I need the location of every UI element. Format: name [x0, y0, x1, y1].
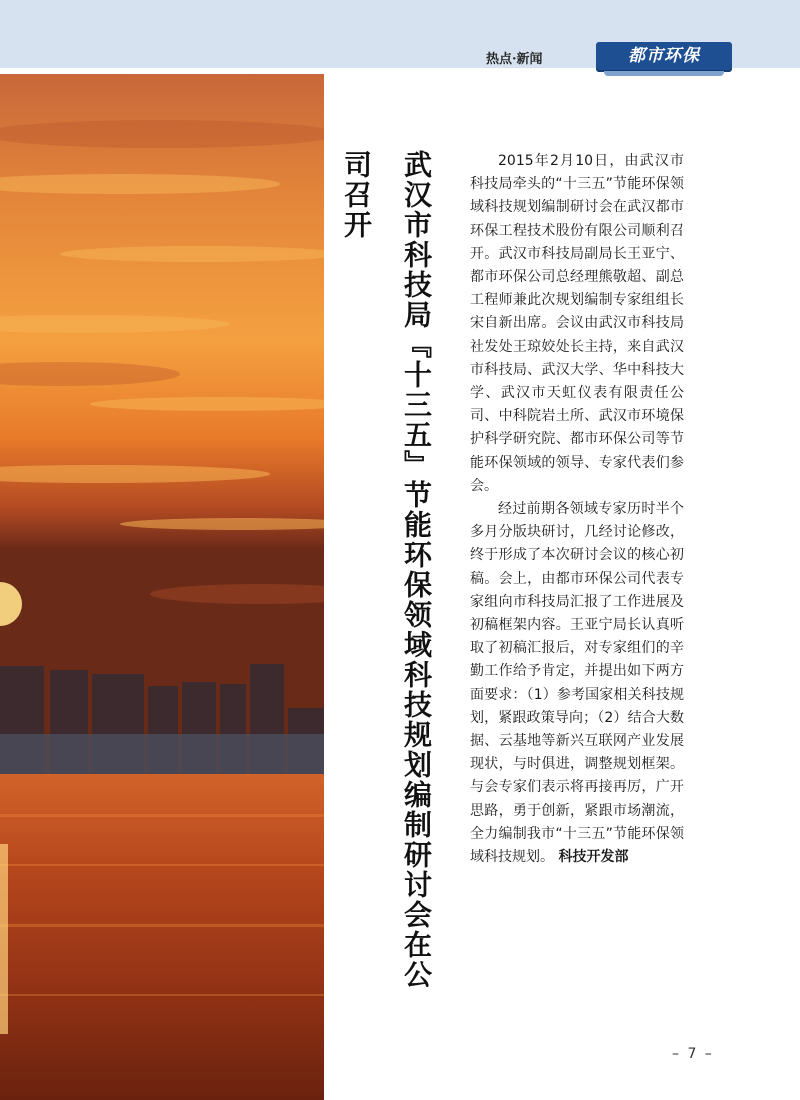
- page-number: – 7 –: [672, 1046, 714, 1062]
- article-paragraph-text: 经过前期各领域专家历时半个多月分版块研讨，几经讨论修改，终于形成了本次研讨会议的核心初稿。会上，由都市环保公司代表专家组向市科技局汇报了工作进展及初稿框架内容。王亚宁局长认真听取了初稿汇报后，对专家组们的辛勤工作给予肯定，并提出如下两方面要求：（1）参考国家相关科技规划，紧跟政策导向；（2）结合大数据、云基地等新兴互联网产业发展现状，与时俱进，调整规划框架。与会专家们表示将再接再厉，广开思路，勇于创新，紧跟市场潮流，全力编制我市“十三五”节能环保领域科技规划。: [470, 501, 684, 866]
- article-paragraph: [470, 498, 684, 869]
- article-byline: 科技开发部: [558, 849, 629, 866]
- article-headline: 武汉市科技局『十三五』节能环保领域科技规划编制研讨会在公司召开: [340, 150, 433, 990]
- article-body: [470, 150, 684, 869]
- sunset-photo: [0, 74, 324, 1100]
- section-label: 热点·新闻: [486, 52, 543, 67]
- brand-logo: 都市环保: [596, 42, 732, 70]
- article-paragraph: 2015年2月10日，由武汉市科技局牵头的“十三五”节能环保领域科技规划编制研讨会在武汉都市环保工程技术股份有限公司顺利召开。武汉市科技局副局长王亚宁、都市环保公司总经理熊敬超、副总工程师兼此次规划编制专家组组长宋自新出席。会议由武汉市科技局社发处王琼姣处长主持，来自武汉市科技局、武汉大学、华中科技大学、武汉市天虹仪表有限责任公司、中科院岩土所、武汉市环境保护科学研究院、都市环保公司等节能环保领域的领导、专家代表们参会。: [470, 153, 684, 494]
